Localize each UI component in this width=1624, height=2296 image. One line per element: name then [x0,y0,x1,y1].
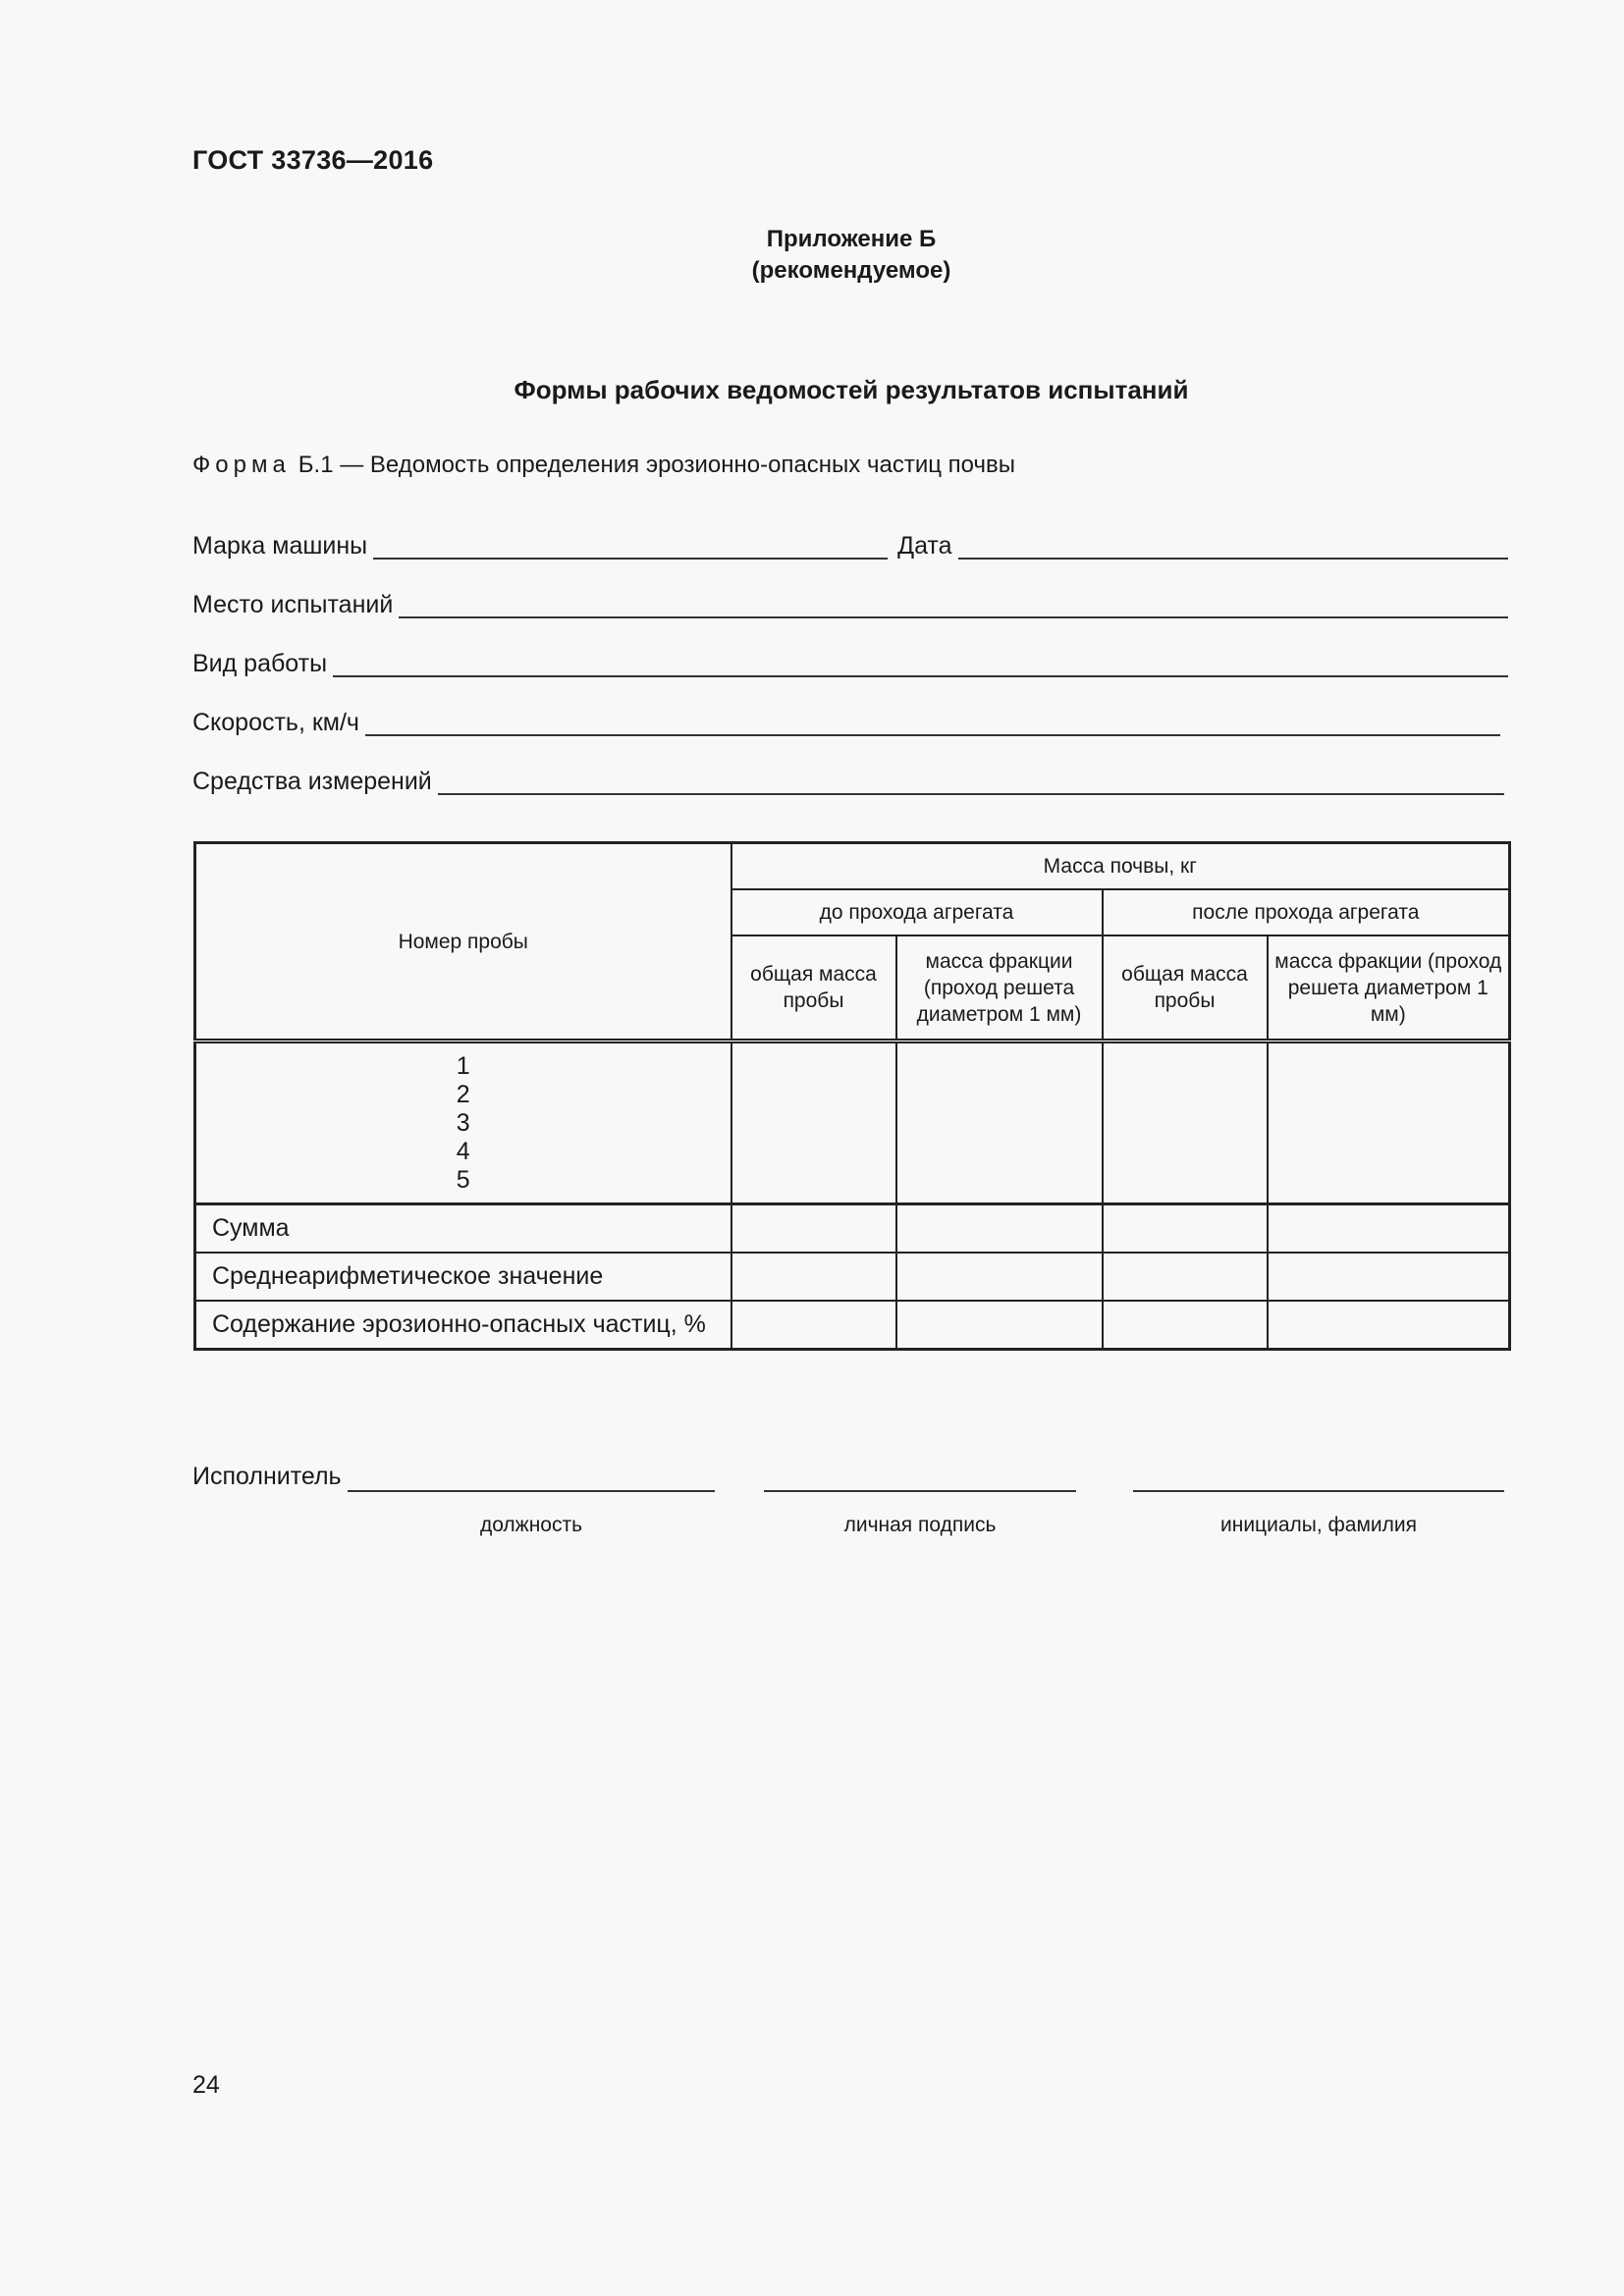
empty-cell [1268,1301,1510,1350]
appendix-title: Приложение Б [766,226,937,252]
after-pass-header: после прохода агрегата [1103,889,1510,935]
instruments-line[interactable] [438,768,1504,795]
before-total-mass-header: общая масса пробы [731,935,896,1041]
test-place-line[interactable] [399,591,1508,618]
field-row-instruments [192,762,1504,795]
form-caption [192,452,1015,479]
before-pass-header: до прохода агрегата [731,889,1103,935]
field-row-work-type [192,644,1508,677]
before-fraction-mass-header: масса фракции (проход решета диаметром 1 мм) [896,935,1103,1041]
sample-number: 1 [456,1051,470,1080]
field-row-test-place [192,585,1508,618]
signature-block [192,1463,1508,1541]
instruments-label: Средства измерений [192,768,432,795]
table-row [195,1301,1510,1350]
initials-surname-caption: инициалы, фамилия [1220,1514,1417,1536]
erosion-content-row-label: Содержание эрозионно-опасных частиц, % [195,1301,731,1350]
machine-brand-label: Марка машины [192,532,368,560]
test-place-label: Место испытаний [192,591,394,618]
sample-number: 3 [456,1108,470,1137]
empty-cell [1103,1041,1268,1204]
table-row [195,1253,1510,1301]
sum-row-label: Сумма [195,1204,731,1254]
empty-cell [1103,1253,1268,1301]
sample-number: 4 [456,1137,470,1165]
work-type-label: Вид работы [192,650,328,677]
empty-cell [731,1041,896,1204]
position-caption: должность [479,1514,583,1536]
sample-number: 5 [456,1165,470,1194]
empty-cell [896,1204,1103,1254]
date-line[interactable] [958,532,1509,560]
empty-cell [1103,1301,1268,1350]
work-type-line[interactable] [333,650,1508,677]
results-table [193,841,1511,1351]
soil-mass-header: Масса почвы, кг [731,843,1510,890]
table-row [195,1041,1510,1204]
form-caption-text: Б.1 — Ведомость определения эрозионно-опасных частиц почвы [298,452,1015,478]
appendix-subtitle: (рекомендуемое) [751,257,951,284]
empty-cell [896,1041,1103,1204]
table-header-row-1 [195,843,1510,890]
empty-cell [896,1301,1103,1350]
section-title: Формы рабочих ведомостей результатов испытаний [514,375,1189,404]
document-header: ГОСТ 33736—2016 [192,145,434,175]
sample-number: 2 [456,1080,470,1108]
empty-cell [731,1253,896,1301]
machine-brand-line[interactable] [373,532,888,560]
table-row [195,1204,1510,1254]
empty-cell [1103,1204,1268,1254]
after-fraction-mass-header: масса фракции (проход решета диаметром 1 мм) [1268,935,1510,1041]
executor-label: Исполнитель [192,1463,342,1490]
form-caption-prefix: Форма [192,452,291,478]
empty-cell [1268,1253,1510,1301]
page-number: 24 [192,2071,220,2099]
empty-cell [731,1204,896,1254]
speed-line[interactable] [365,709,1500,736]
empty-cell [1268,1204,1510,1254]
field-row-machine-date [192,526,1508,560]
personal-signature-caption: личная подпись [843,1514,997,1536]
appendix-heading [0,224,1624,287]
field-row-speed [192,703,1500,736]
empty-cell [731,1301,896,1350]
sample-number-header: Номер пробы [195,843,731,1041]
personal-signature-line[interactable] [764,1490,1076,1492]
position-line[interactable] [348,1490,715,1492]
empty-cell [1268,1041,1510,1204]
initials-surname-line[interactable] [1133,1490,1504,1492]
empty-cell [896,1253,1103,1301]
date-label: Дата [897,532,952,560]
after-total-mass-header: общая масса пробы [1103,935,1268,1041]
sample-numbers-cell [195,1041,731,1204]
speed-label: Скорость, км/ч [192,709,359,736]
mean-row-label: Среднеарифметическое значение [195,1253,731,1301]
